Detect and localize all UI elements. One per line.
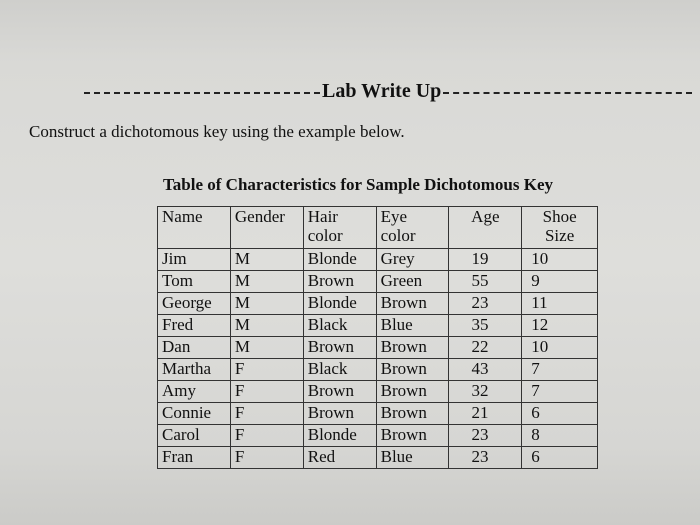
header-eye-line2: color xyxy=(380,225,416,245)
header-eye-color xyxy=(376,207,449,249)
cell-gender: F xyxy=(230,381,303,403)
cell-eye-color: Brown xyxy=(376,337,449,359)
cell-age: 22 xyxy=(449,337,522,359)
cell-gender: M xyxy=(230,293,303,315)
table-row xyxy=(158,359,598,381)
header-age xyxy=(449,207,522,249)
cell-gender: F xyxy=(230,403,303,425)
cell-name: Martha xyxy=(158,359,231,381)
cell-age: 23 xyxy=(449,447,522,469)
table-row xyxy=(158,315,598,337)
header-gender-line1: Gender xyxy=(234,207,285,226)
cell-hair-color: Brown xyxy=(303,271,376,293)
cell-shoe-size: 10 xyxy=(522,337,598,359)
header-shoe-line2: Size xyxy=(544,225,575,245)
cell-name: Fran xyxy=(158,447,231,469)
cell-name: Tom xyxy=(158,271,231,293)
table-row xyxy=(158,249,598,271)
cell-shoe-size: 9 xyxy=(522,271,598,293)
table-row xyxy=(158,425,598,447)
table-row xyxy=(158,447,598,469)
cell-gender: M xyxy=(230,337,303,359)
cell-name: Amy xyxy=(158,381,231,403)
cell-age: 23 xyxy=(449,293,522,315)
table-row xyxy=(158,403,598,425)
cell-age: 19 xyxy=(449,249,522,271)
header-shoe-line1: Shoe xyxy=(542,207,577,226)
table-body xyxy=(158,249,598,469)
cell-hair-color: Red xyxy=(303,447,376,469)
cell-shoe-size: 8 xyxy=(522,425,598,447)
cell-gender: M xyxy=(230,315,303,337)
cell-name: Jim xyxy=(158,249,231,271)
cell-age: 21 xyxy=(449,403,522,425)
cell-eye-color: Green xyxy=(376,271,449,293)
cell-hair-color: Black xyxy=(303,315,376,337)
table-row xyxy=(158,381,598,403)
dash-divider-right xyxy=(443,92,692,94)
cell-shoe-size: 10 xyxy=(522,249,598,271)
cell-eye-color: Brown xyxy=(376,403,449,425)
dash-divider-left xyxy=(84,92,320,94)
cell-gender: F xyxy=(230,425,303,447)
cell-hair-color: Blonde xyxy=(303,425,376,447)
cell-gender: M xyxy=(230,271,303,293)
cell-hair-color: Blonde xyxy=(303,249,376,271)
cell-eye-color: Brown xyxy=(376,381,449,403)
cell-age: 43 xyxy=(449,359,522,381)
header-hair-line1: Hair xyxy=(307,207,338,226)
instruction-text: Construct a dichotomous key using the example below. xyxy=(29,122,405,141)
cell-eye-color: Brown xyxy=(376,293,449,315)
cell-hair-color: Brown xyxy=(303,337,376,359)
header-name xyxy=(158,207,231,249)
cell-shoe-size: 6 xyxy=(522,447,598,469)
cell-eye-color: Brown xyxy=(376,425,449,447)
cell-name: George xyxy=(158,293,231,315)
cell-name: Carol xyxy=(158,425,231,447)
cell-hair-color: Brown xyxy=(303,403,376,425)
header-shoe-size xyxy=(522,207,598,249)
table-row xyxy=(158,271,598,293)
table-header-row xyxy=(158,207,598,249)
cell-shoe-size: 12 xyxy=(522,315,598,337)
cell-shoe-size: 7 xyxy=(522,381,598,403)
cell-shoe-size: 11 xyxy=(522,293,598,315)
characteristics-table xyxy=(157,206,598,469)
cell-shoe-size: 6 xyxy=(522,403,598,425)
cell-eye-color: Grey xyxy=(376,249,449,271)
lab-heading xyxy=(84,80,692,103)
cell-age: 35 xyxy=(449,315,522,337)
cell-name: Dan xyxy=(158,337,231,359)
cell-age: 32 xyxy=(449,381,522,403)
cell-hair-color: Black xyxy=(303,359,376,381)
header-age-line1: Age xyxy=(471,207,500,226)
lab-heading-title: Lab Write Up xyxy=(322,80,442,102)
cell-gender: F xyxy=(230,447,303,469)
cell-shoe-size: 7 xyxy=(522,359,598,381)
cell-gender: M xyxy=(230,249,303,271)
table-row xyxy=(158,293,598,315)
cell-name: Connie xyxy=(158,403,231,425)
cell-name: Fred xyxy=(158,315,231,337)
cell-hair-color: Brown xyxy=(303,381,376,403)
cell-gender: F xyxy=(230,359,303,381)
header-eye-line1: Eye xyxy=(380,207,408,226)
header-hair-line2: color xyxy=(307,225,343,245)
cell-age: 55 xyxy=(449,271,522,293)
header-hair-color xyxy=(303,207,376,249)
header-name-line1: Name xyxy=(162,207,203,226)
cell-hair-color: Blonde xyxy=(303,293,376,315)
header-gender xyxy=(230,207,303,249)
cell-eye-color: Blue xyxy=(376,447,449,469)
table-row xyxy=(158,337,598,359)
table-title: Table of Characteristics for Sample Dichotomous Key xyxy=(163,175,554,194)
cell-eye-color: Brown xyxy=(376,359,449,381)
cell-eye-color: Blue xyxy=(376,315,449,337)
cell-age: 23 xyxy=(449,425,522,447)
